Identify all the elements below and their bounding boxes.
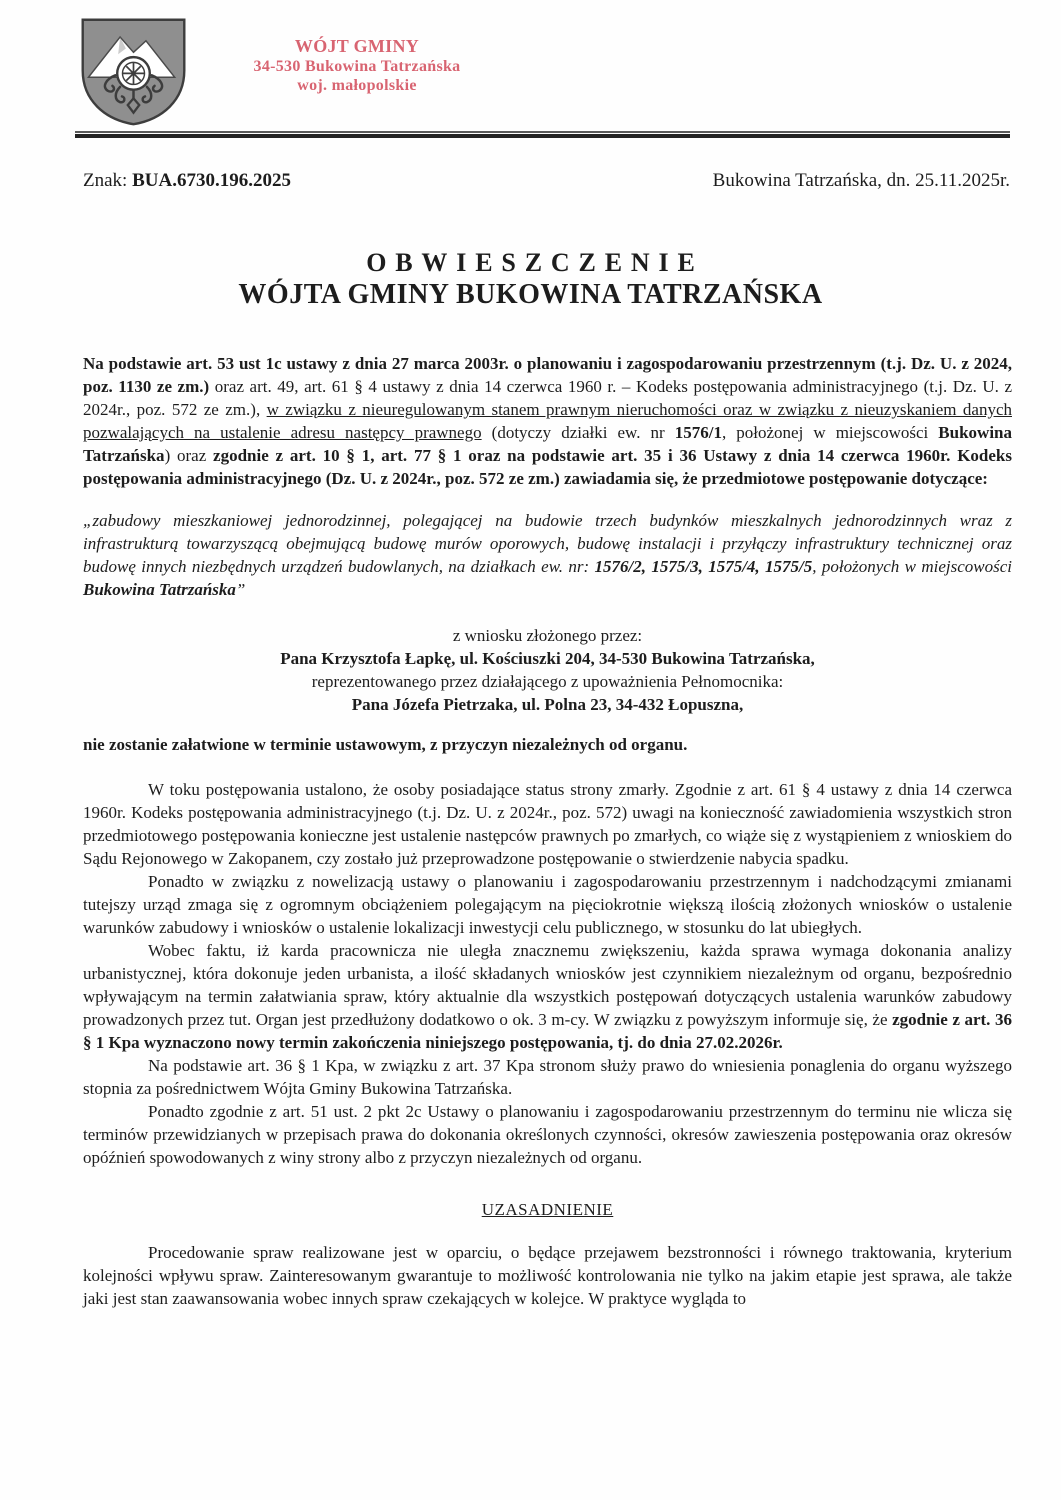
- text-segment: zgodnie z art. 36 § 1 Kpa wyznaczono nowy termin zakończenia niniejszego postępowania, tj. do dnia 27.02.2026r.: [83, 1010, 1012, 1052]
- case-number-value: BUA.6730.196.2025: [132, 170, 291, 191]
- body-paragraph-5: [83, 1100, 1012, 1169]
- stamp-line: woj. małopolskie: [297, 77, 417, 94]
- document-body: [83, 352, 1012, 1310]
- body-paragraph-1: [83, 778, 1012, 870]
- title-line-2: WÓJTA GMINY BUKOWINA TATRZAŃSKA: [238, 279, 823, 310]
- body-paragraph-4: [83, 1054, 1012, 1100]
- text-segment: „zabudowy mieszkaniowej jednorodzinnej, polegającej na budowie trzech budynków mieszkalnych jednorodzinnych wraz z infrastrukturą towarzyszącą obejmującą budowę murów oporowych, budowę instalacji i przyłączy infrastruktury technicznej oraz budowę innych niezbędnych urządzeń budowlanych, na działkach ew. nr:: [83, 511, 1012, 576]
- deadline-statement: nie zostanie załatwione w terminie ustawowym, z przyczyn niezależnych od organu.: [83, 735, 688, 754]
- case-number: [83, 169, 291, 192]
- text-segment: zgodnie z art. 10 § 1, art. 77 § 1 oraz na podstawie art. 35 i 36 Ustawy z dnia 14 czerwca 1960r. Kodeks postępowania administracyjnego (Dz. U. z 2024r., poz. 572 ze zm.) zawiadamia się, że przedmiotowe postępowanie dotyczące:: [83, 446, 1012, 488]
- body-paragraph-3: [83, 939, 1012, 1054]
- text-segment: oraz art. 49, art. 61 § 4 ustawy z dnia 14 czerwca 1960 r. – Kodeks postępowania administracyjnego (t.j. Dz. U. z 2024r., poz. 572 ze zm.),: [83, 377, 1012, 419]
- text-segment: (dotyczy działki ew. nr: [481, 423, 675, 442]
- text-segment: ”: [235, 580, 246, 599]
- text-segment: 1576/2, 1575/3, 1575/4, 1575/5: [594, 557, 813, 576]
- text-segment: , położonych w miejscowości: [812, 557, 1012, 576]
- justification-paragraph: [83, 1241, 1012, 1310]
- stamp-line: WÓJT GMINY: [294, 36, 420, 56]
- text-segment: Ponadto zgodnie z art. 51 ust. 2 pkt 2c Ustawy o planowaniu i zagospodarowaniu przestrzennym do terminu nie wlicza się terminów przewidzianych w przepisach prawa do dokonania określonych czynności, okresów zawieszenia postępowania oraz okresów opóźnień spowodowanych z winy strony albo z przyczyn niezależnych od organu.: [83, 1102, 1012, 1167]
- double-rule-divider: [75, 131, 1010, 138]
- applicant-line: reprezentowanego przez działającego z upoważnienia Pełnomocnika:: [311, 672, 784, 691]
- applicant-line: z wniosku złożonego przez:: [452, 626, 643, 645]
- text-segment: w związku z nieuregulowanym stanem prawnym nieruchomości oraz w związku z nieuzyskaniem danych pozwalających na ustalenie adresu następcy prawnego: [83, 400, 1012, 442]
- legal-basis-paragraph: [83, 352, 1012, 490]
- case-subject-quote: [83, 509, 1012, 601]
- red-office-stamp: [232, 36, 482, 95]
- text-segment: Bukowina Tatrzańska: [83, 423, 1012, 465]
- section-heading-uzasadnienie: UZASADNIENIE: [481, 1200, 614, 1219]
- document-title: [0, 247, 1061, 311]
- case-number-label: Znak:: [83, 170, 133, 191]
- text-segment: , położonej w miejscowości: [721, 423, 939, 442]
- body-paragraphs: [83, 778, 1012, 1169]
- place-date: Bukowina Tatrzańska, dn. 25.11.2025r.: [712, 170, 1010, 191]
- body-paragraph-2: [83, 870, 1012, 939]
- reference-row: [83, 169, 1010, 192]
- document-header: [0, 0, 1061, 133]
- applicant-line: Pana Krzysztofa Łapkę, ul. Kościuszki 204, 34-530 Bukowina Tatrzańska,: [280, 649, 815, 668]
- text-segment: 1576/1: [674, 423, 722, 442]
- text-segment: ) oraz: [164, 446, 214, 465]
- stamp-line: 34-530 Bukowina Tatrzańska: [253, 58, 461, 75]
- text-segment: Bukowina Tatrzańska: [83, 580, 236, 599]
- coat-of-arms-icon: [76, 15, 191, 128]
- title-line-1: OBWIESZCZENIE: [366, 248, 704, 277]
- text-segment: Na podstawie art. 53 ust 1c ustawy z dnia 27 marca 2003r. o planowaniu i zagospodarowaniu przestrzennym (t.j. Dz. U. z 2024, poz. 1130 ze zm.): [83, 354, 1012, 396]
- applicant-line: Pana Józefa Pietrzaka, ul. Polna 23, 34-432 Łopuszna,: [351, 695, 744, 714]
- text-segment: Wobec faktu, iż karda pracownicza nie uległa znacznemu zwiększeniu, każda sprawa wymaga dokonania analizy urbanistycznej, która dokonuje jeden urbanista, a ilość składanych wniosków jest czynnikiem niezależnym od organu, bezpośrednio wpływającym na termin załatwiania spraw, który aktualnie dla wszystkich postępowań dotyczących ustalenia warunków zabudowy prowadzonych przez tut. Organ jest przedłużony dodatkowo o ok. 3 m-cy. W związku z powyższym informuje się, że: [83, 941, 1012, 1029]
- text-segment: W toku postępowania ustalono, że osoby posiadające status strony zmarły. Zgodnie z art. 61 § 4 ustawy z dnia 14 czerwca 1960r. Kodeks postępowania administracyjnego (t.j. Dz. U. z 2024r., poz. 572) uwagi na konieczność zawiadomienia wszystkich stron przedmiotowego postępowania konieczne jest ustalenie następców prawnych po zmarłych, co wiąże się z wystąpieniem z wnioskiem do Sądu Rejonowego w Zakopanem, czy zostało już przeprowadzone postępowanie o stwierdzenie nabycia spadku.: [83, 780, 1012, 868]
- text-segment: Na podstawie art. 36 § 1 Kpa, w związku z art. 37 Kpa stronom służy prawo do wniesienia ponaglenia do organu wyższego stopnia za pośrednictwem Wójta Gminy Bukowina Tatrzańska.: [83, 1056, 1012, 1098]
- applicant-block: [83, 624, 1012, 716]
- text-segment: Ponadto w związku z nowelizacją ustawy o planowaniu i zagospodarowaniu przestrzennym i nadchodzącymi zmianami tutejszy urząd zmaga się z ogromnym obciążeniem polegającym na pięciokrotnie większą ilością złożonych wniosków o ustalenie warunków zabudowy i wniosków o ustalenie lokalizacji inwestycji celu publicznego, w stosunku do lat ubiegłych.: [83, 872, 1012, 937]
- text-segment: Procedowanie spraw realizowane jest w oparciu, o będące przejawem bezstronności i równego traktowania, kryterium kolejności wpływu spraw. Zainteresowanym gwarantuje to możliwość kontrolowania nie tylko na jakim etapie jest sprawa, ale także jaki jest stan zaawansowania wobec innych spraw czekających w kolejce. W praktyce wygląda to: [83, 1243, 1012, 1308]
